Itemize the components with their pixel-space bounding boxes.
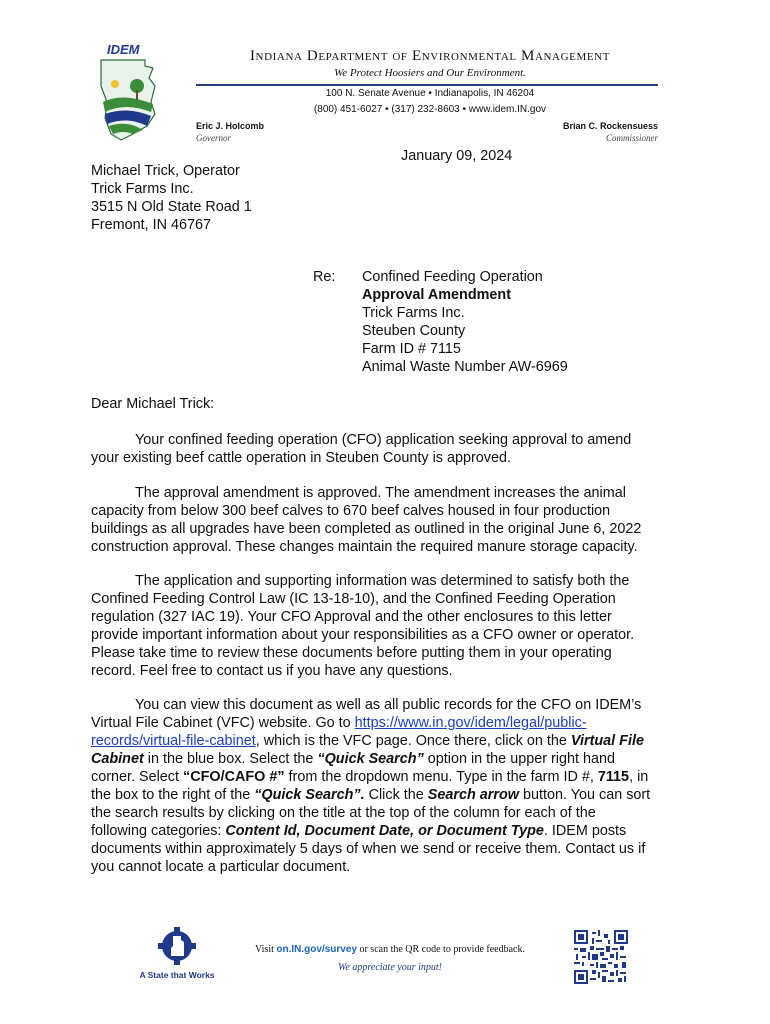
paragraph-vfc-instructions xyxy=(91,696,681,876)
recipient-line: 3515 N Old State Road 1 xyxy=(91,199,252,215)
recipient-line: Michael Trick, Operator xyxy=(91,163,240,179)
letter-date: January 09, 2024 xyxy=(401,148,513,164)
subject-block xyxy=(362,268,568,376)
paragraph-line: following categories: Content Id, Document Date, or Document Type. IDEM posts xyxy=(91,823,627,839)
letterhead-rule xyxy=(196,84,658,86)
paragraph-line: The application and supporting information was determined to satisfy both the xyxy=(135,573,630,589)
subject-line: Confined Feeding Operation xyxy=(362,269,543,285)
paragraph-line: corner. Select “CFO/CAFO #” from the dropdown menu. Type in the farm ID #, 7115, in xyxy=(91,769,649,785)
state-that-works-text: A State that Works xyxy=(140,970,215,980)
agency-contact: (800) 451-6027 • (317) 232-8603 • www.idem.IN.gov xyxy=(313,104,547,115)
governor-title: Governor xyxy=(196,133,231,143)
paragraph-regulations xyxy=(91,572,681,680)
governor-name: Eric J. Holcomb xyxy=(196,121,265,131)
commissioner-name: Brian C. Rockensuess xyxy=(562,121,658,131)
paragraph-line: You can view this document as well as all public records for the CFO on IDEM’s xyxy=(135,697,642,713)
paragraph-line: regulation (327 IAC 19). Your CFO Approval and the other enclosures to this letter xyxy=(91,609,612,625)
subject-line: Steuben County xyxy=(362,323,466,339)
agency-address: 100 N. Senate Avenue • Indianapolis, IN 46204 xyxy=(325,88,535,99)
paragraph-line: you cannot locate a particular document. xyxy=(91,859,351,875)
commissioner-title: Commissioner xyxy=(605,133,658,143)
paragraph-line: Cabinet in the blue box. Select the “Quick Search” option in the upper right hand xyxy=(91,751,615,767)
agency-motto: We Protect Hoosiers and Our Environment. xyxy=(334,67,526,79)
paragraph-line: record. Feel free to contact us if you have any questions. xyxy=(91,663,453,679)
feedback-notice: Visit on.IN.gov/survey or scan the QR code to provide feedback. xyxy=(255,944,525,955)
idem-logo xyxy=(93,42,165,142)
vfc-link-continued[interactable]: records/virtual-file-cabinet xyxy=(91,733,256,749)
salutation: Dear Michael Trick: xyxy=(91,396,215,412)
recipient-line: Trick Farms Inc. xyxy=(91,181,194,197)
paragraph-line: provide important information about your responsibilities as a CFO owner or operator. xyxy=(91,627,635,643)
paragraph-line: your existing beef cattle operation in Steuben County is approved. xyxy=(91,450,511,466)
paragraph-line: Please take time to review these documents before putting them in your operating xyxy=(91,645,612,661)
re-label: Re: xyxy=(313,269,336,285)
paragraph-line: records/virtual-file-cabinet, which is the VFC page. Once there, click on the Virtual File xyxy=(91,733,644,749)
subject-line: Farm ID # 7115 xyxy=(362,341,461,357)
survey-link[interactable]: on.IN.gov/survey xyxy=(276,944,357,955)
paragraph-line: construction approval. These changes maintain the required manure storage capacity. xyxy=(91,539,638,555)
feedback-thanks: We appreciate your input! xyxy=(338,962,442,973)
paragraph-line: Virtual File Cabinet (VFC) website. Go to https://www.in.gov/idem/legal/public- xyxy=(91,715,587,731)
idem-logo-text: IDEM xyxy=(107,42,140,57)
paragraph-line: capacity from below 300 beef calves to 670 beef calves housed in four production xyxy=(91,503,611,519)
agency-name: Indiana Department of Environmental Management xyxy=(249,48,611,64)
recipient-address xyxy=(91,162,252,234)
paragraph-line: buildings as all upgrades have been completed as outlined in the original June 6, 2022 xyxy=(91,521,642,537)
recipient-line: Fremont, IN 46767 xyxy=(91,217,211,233)
paragraph-line: The approval amendment is approved. The amendment increases the animal xyxy=(135,485,626,501)
paragraph-line: the search results by clicking on the title at the top of the column for each of the xyxy=(91,805,596,821)
subject-line: Trick Farms Inc. xyxy=(362,305,465,321)
paragraph-line: Your confined feeding operation (CFO) application seeking approval to amend xyxy=(135,432,632,448)
paragraph-line: documents within approximately 5 days of when we send or receive them. Contact us if xyxy=(91,841,646,857)
vfc-link[interactable]: https://www.in.gov/idem/legal/public- xyxy=(354,715,587,731)
paragraph-line: the box to the right of the “Quick Search”. Click the Search arrow button. You can sort xyxy=(91,787,651,803)
paragraph-amendment xyxy=(91,484,681,556)
paragraph-line: Confined Feeding Control Law (IC 13-18-10), and the Confined Feeding Operation xyxy=(91,591,616,607)
qr-code-icon[interactable] xyxy=(574,930,628,984)
subject-line: Approval Amendment xyxy=(362,287,511,303)
state-that-works-logo xyxy=(140,926,215,986)
subject-line: Animal Waste Number AW-6969 xyxy=(362,359,568,375)
paragraph-approval xyxy=(91,431,681,467)
